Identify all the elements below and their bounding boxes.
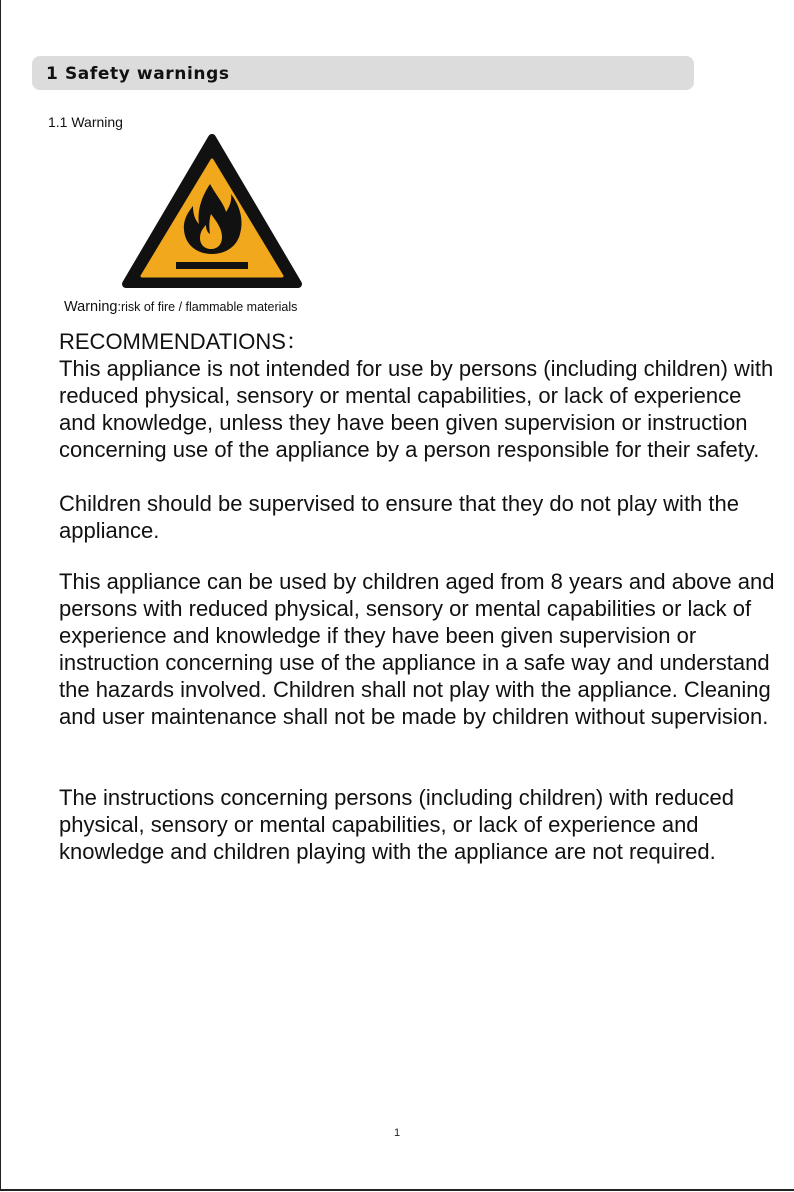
page-number: 1 (393, 1127, 401, 1139)
recommendation-paragraph: Children should be supervised to ensure that they do not play with the appliance. (59, 491, 739, 543)
flammable-warning-icon (122, 134, 302, 290)
subsection-title: 1.1 Warning (48, 114, 123, 130)
recommendation-paragraph: This appliance can be used by children aged from 8 years and above and persons with reduced physical, sensory or mental capabilities or lack of experience and knowledge if they have been given supervision or instruction concerning use of the appliance in a safe way and understand the hazards involved. Children shall not play with the appliance. Cleaning and user maintenance shall not be made by children without supervision. (59, 569, 775, 729)
warning-caption-text: :risk of fire / flammable materials (117, 300, 298, 314)
page-left-border (0, 0, 1, 1190)
page-bottom-border (0, 1189, 794, 1191)
warning-caption-label: Warning (64, 299, 118, 315)
warning-caption (64, 298, 297, 316)
section-title: 1 Safety warnings (46, 64, 230, 84)
recommendations-heading: RECOMMENDATIONS： (59, 329, 308, 354)
recommendation-paragraph: The instructions concerning persons (including children) with reduced physical, sensory or mental capabilities, or lack of experience and knowledge and children playing with the appliance are not required. (59, 785, 735, 864)
section-header-bar (32, 56, 694, 90)
recommendation-paragraph: This appliance is not intended for use by persons (including children) with reduced physical, sensory or mental capabilities, or lack of experience and knowledge, unless they have been given supervision or instruction concerning use of the appliance by a person responsible for their safety. (59, 356, 774, 462)
